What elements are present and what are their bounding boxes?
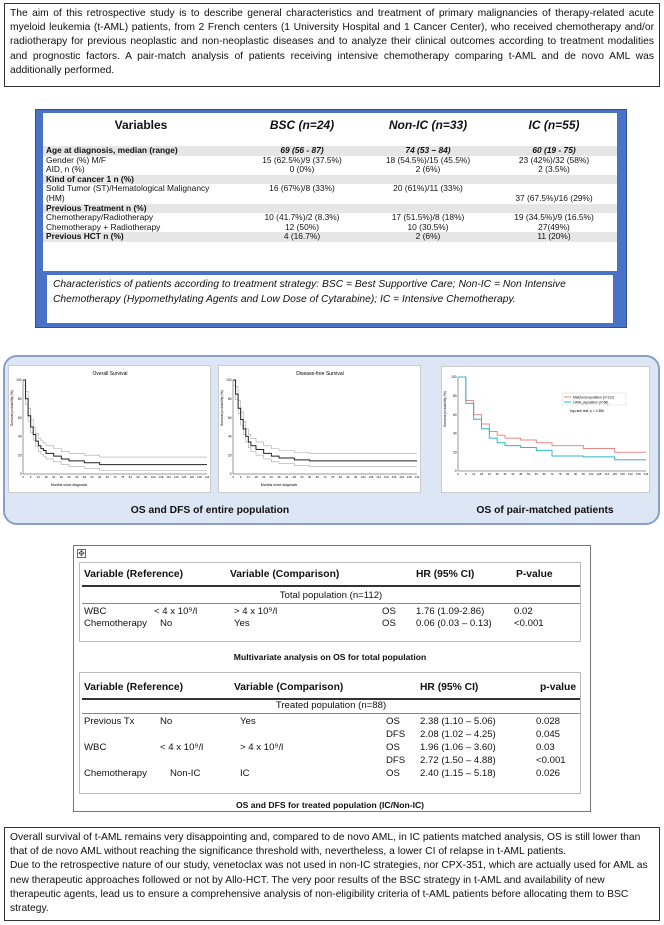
os-plot [8, 365, 211, 493]
x-tick-label: 114 [376, 475, 381, 479]
x-tick-label: 90 [573, 472, 578, 476]
survival-series-line [23, 380, 207, 465]
table-cell: 16 (67%)/8 (33%) [269, 183, 335, 194]
hr-value: 2.08 (1.02 – 4.25) [420, 729, 496, 740]
y-axis-label: Survival probability (%) [10, 390, 14, 426]
y-tick-label: 0 [229, 472, 232, 477]
y-axis-label: Survival probability (%) [443, 391, 447, 427]
hr-cmp: Yes [240, 716, 256, 727]
dfs-chart [219, 366, 422, 494]
x-tick-label: 126 [181, 475, 187, 479]
x-tick-label: 78 [558, 472, 562, 476]
y-tick-label: 20 [17, 453, 22, 458]
table-cell: Age at diagnosis, median (range) [43, 146, 239, 156]
table-cell: Previous Treatment n (%) [43, 204, 239, 214]
x-tick-label: 54 [300, 475, 304, 479]
x-tick-label: 108 [596, 472, 602, 476]
y-tick-label: 80 [17, 397, 22, 401]
hr-var: Chemotherapy [84, 618, 147, 629]
hr-header: HR (95% CI) [420, 682, 479, 693]
hr-value: 1.76 (1.09-2.86) [416, 606, 485, 617]
x-ticks [22, 475, 210, 479]
table-header: IC (n=55) [528, 118, 580, 132]
table-cell: 2 (3.5%) [538, 164, 570, 175]
x-tick-label: 6 [465, 472, 467, 476]
intro-box [4, 3, 660, 87]
x-tick-label: 42 [511, 472, 515, 476]
table-cell: 23 (42%)/32 (58%) [518, 154, 590, 165]
x-tick-label: 60 [534, 472, 538, 476]
hr-ref: < 4 x 10⁹/l [160, 742, 204, 753]
x-tick-label: 6 [239, 475, 242, 479]
x-tick-label: 138 [635, 472, 641, 476]
table-cell: 2 (6%) [415, 164, 441, 175]
survival-series-line [233, 380, 417, 461]
x-axis-label: Months since diagnosis [50, 483, 88, 487]
x-tick-label: 6 [29, 475, 32, 479]
x-tick-label: 102 [588, 472, 594, 476]
chart-title: Overall Survival [92, 371, 128, 377]
ci-lower-line [233, 386, 417, 467]
x-axis-label: Months since diagnosis [260, 483, 298, 487]
logrank-note: log-rank test: p = 0.386 [570, 409, 604, 413]
hr-cmp: > 4 x 10⁹/l [240, 742, 284, 753]
hr-var: Previous Tx [84, 716, 135, 727]
x-tick-label: 114 [166, 475, 171, 479]
x-tick-label: 54 [526, 472, 531, 476]
hr2-caption: OS and DFS for treated population (IC/Non-IC) [235, 800, 425, 810]
x-tick-label: 30 [59, 475, 63, 479]
x-tick-label: 78 [331, 475, 335, 479]
ci-upper-line [233, 380, 417, 453]
table-cell: Previous HCT n (%) [43, 232, 239, 242]
y-tick-label: 0 [19, 472, 22, 477]
x-tick-label: 132 [399, 475, 405, 479]
characteristics-table [43, 113, 617, 242]
y-tick-label: 40 [17, 434, 22, 439]
table-row [43, 156, 617, 166]
hr-cmp: > 4 x 10⁹/l [234, 606, 278, 617]
x-tick-label: 114 [604, 472, 610, 476]
table-cell: Solid Tumor (ST)/Hematological Malignancy [46, 183, 210, 194]
y-tick-label: 20 [452, 450, 457, 455]
p-value: 0.03 [536, 742, 555, 753]
caption-text: Characteristics of patients according to treatment strategy: BSC = Best Supportive Care; Non-IC = Non Intensive Chemotherapy (Hypomethylating Agents and Low Dose of Cytarabine); IC = Intensive Chemotherapy. [53, 279, 566, 306]
x-tick-label: 132 [627, 472, 633, 476]
hr-var: Chemotherapy [84, 768, 147, 779]
hr-header: HR (95% CI) [416, 569, 475, 580]
x-tick-label: 42 [75, 475, 79, 479]
y-tick-label: 60 [452, 412, 457, 417]
x-tick-label: 36 [503, 472, 507, 476]
hr-value: 2.72 (1.50 – 4.88) [420, 755, 496, 766]
table-cell: 11 (20%) [491, 232, 617, 242]
hr-endpoint: OS [386, 768, 400, 779]
hr-ref: No [160, 716, 173, 727]
legend-label: t-AML population (n=56) [573, 400, 609, 405]
table-row [43, 232, 617, 242]
p-value: <0.001 [514, 618, 544, 629]
table-cell: 74 (53 – 84) [365, 146, 491, 156]
x-tick-label: 18 [254, 475, 258, 479]
x-tick-label: 12 [246, 475, 250, 479]
hr-cmp: IC [240, 768, 250, 779]
hr-header: Variable (Comparison) [234, 682, 344, 693]
hr-ref: < 4 x 10⁹/l [154, 606, 198, 617]
x-tick-label: 144 [643, 472, 649, 476]
x-tick-label: 84 [128, 475, 132, 479]
table-cell: Chemotherapy + Radiotherapy [46, 221, 161, 232]
x-tick-label: 30 [269, 475, 273, 479]
hr-value: 1.96 (1.06 – 3.60) [420, 742, 496, 753]
survival-series-line [458, 377, 646, 452]
hr-value: 2.40 (1.15 – 5.18) [420, 768, 496, 779]
x-tick-label: 108 [158, 475, 164, 479]
x-tick-label: 72 [113, 475, 117, 479]
table-cell: 17 (51.5%)/8 (18%) [391, 212, 465, 223]
pair-match-chart [442, 367, 651, 494]
table-cell: 10 (30.5%) [407, 221, 449, 232]
x-tick-label: 96 [144, 475, 148, 479]
y-tick-label: 80 [452, 394, 457, 398]
x-tick-label: 90 [346, 475, 350, 479]
y-tick-label: 20 [227, 453, 232, 458]
x-ticks [232, 475, 420, 479]
x-tick-label: 96 [581, 472, 585, 476]
p-value: 0.028 [536, 716, 561, 727]
x-tick-label: 60 [308, 475, 312, 479]
conclusion-paragraph: Overall survival of t-AML remains very disappointing and, compared to de novo AML, in IC patients matched analysis, OS is still lower than that of de novo AML without reaching the significance threshold with, nevertheless, a lower CI of relapse in t-AML patients. [10, 832, 641, 858]
y-tick-label: 40 [452, 431, 457, 436]
ci-upper-line [23, 380, 207, 457]
conclusion-paragraph: Due to the retrospective nature of our study, venetoclax was not used in non-IC strategies, nor CPX-351, which are actually used for AML as new therapeutic approaches followed or not by Allo-HCT. The very poor results of the BSC strategy in t-AML and availability of new therapeutic agents, lead us to ensure a comprehensive analysis of non-eligibility criteria of t-AML patients before allocating them to BSC strategy. [10, 860, 648, 915]
table-cell: 69 (56 - 87) [239, 146, 365, 156]
table-cell: Gender (%) M/F [46, 154, 107, 165]
table-cell: 10 (41.7%)/2 (8.3%) [264, 212, 340, 223]
table-cell: 12 (50%) [285, 221, 319, 232]
table-cell: 2 (6%) [365, 232, 491, 242]
table-cell: 37 (67.5%)/16 (29%) [515, 192, 593, 203]
intro-text: The aim of this retrospective study is to describe general characteristics and treatment of primary malignancies of therapy-related acute myeloid leukemia (t-AML) patients, from 2 French centers (1 University Hospital and 1 Cancer Center), who received chemotherapy and/or radiotherapy for previous neoplastic and non-neoplastic diseases and to analyze their clinical outcomes according to treatment modalities and prognostic factors. A pair-match analysis of patients receiving intensive chemotherapy comparing t-AML and de novo AML was additionally performed. [10, 8, 654, 76]
x-tick-label: 12 [36, 475, 40, 479]
x-tick-label: 66 [542, 472, 546, 476]
table-header: Non-IC (n=33) [388, 118, 468, 132]
os-chart [9, 366, 212, 494]
table-cell: 60 (19 - 75) [491, 146, 617, 156]
hr-ref: No [160, 618, 173, 629]
y-tick-label: 100 [16, 378, 22, 383]
divider [82, 603, 580, 604]
hr-ref: Non-IC [170, 768, 201, 779]
x-tick-label: 78 [121, 475, 125, 479]
x-tick-label: 132 [189, 475, 195, 479]
x-tick-label: 42 [285, 475, 289, 479]
x-tick-label: 90 [136, 475, 140, 479]
hr-value: 2.38 (1.10 – 5.06) [420, 716, 496, 727]
p-value: 0.02 [514, 606, 533, 617]
hr-header: Variable (Comparison) [230, 569, 340, 580]
legend-label: Matched population (n=112) [573, 395, 614, 400]
hr-header: p-value [540, 682, 577, 693]
hr-header: Variable (Reference) [84, 682, 184, 693]
table-header: BSC (n=24) [269, 118, 335, 132]
x-tick-label: 66 [105, 475, 109, 479]
y-tick-label: 60 [227, 415, 232, 420]
x-tick-label: 30 [495, 472, 499, 476]
hr-endpoint: DFS [386, 729, 406, 740]
x-tick-label: 126 [391, 475, 397, 479]
y-tick-label: 0 [454, 469, 457, 474]
divider [82, 585, 580, 587]
x-tick-label: 24 [52, 475, 56, 479]
y-axis-label: Survival probability (%) [220, 390, 224, 426]
x-tick-label: 84 [566, 472, 570, 476]
hr-endpoint: OS [382, 618, 396, 629]
hr-endpoint: OS [382, 606, 396, 617]
table-cell: (HM) [46, 192, 65, 203]
x-tick-label: 0 [22, 475, 24, 479]
x-tick-label: 102 [360, 475, 366, 479]
table-cell: Kind of cancer 1 n (%) [43, 175, 239, 185]
label-pair-matched: OS of pair-matched patients [476, 505, 614, 516]
table-cell: 15 (62.5%)/9 (37.5%) [262, 154, 342, 165]
x-tick-label: 72 [550, 472, 554, 476]
y-tick-label: 60 [17, 415, 22, 420]
x-tick-label: 48 [519, 472, 523, 476]
x-tick-label: 120 [383, 475, 389, 479]
x-tick-label: 138 [196, 475, 202, 479]
x-tick-label: 120 [612, 472, 618, 476]
y-tick-label: 100 [451, 375, 457, 380]
hr-value: 0.06 (0.03 – 0.13) [416, 618, 492, 629]
x-tick-label: 48 [82, 475, 86, 479]
table-cell: 0 (0%) [289, 164, 315, 175]
x-tick-label: 144 [204, 475, 210, 479]
y-tick-label: 80 [227, 397, 232, 401]
x-tick-label: 66 [315, 475, 319, 479]
section-title: Treated population (n=88) [275, 700, 387, 711]
pair-match-plot [441, 366, 650, 493]
p-value: 0.045 [536, 729, 561, 740]
hr-header: Variable (Reference) [84, 569, 184, 580]
x-tick-label: 120 [173, 475, 179, 479]
ci-lower-line [23, 386, 207, 471]
x-tick-label: 18 [44, 475, 48, 479]
x-tick-label: 24 [487, 472, 491, 476]
p-value: 0.026 [536, 768, 561, 779]
hr-var: WBC [84, 606, 107, 617]
x-tick-label: 126 [620, 472, 625, 476]
x-tick-label: 108 [368, 475, 374, 479]
hr-endpoint: DFS [386, 755, 406, 766]
section-title: Total population (n=112) [279, 590, 383, 601]
table-cell: 4 (16.7%) [239, 232, 365, 242]
x-tick-label: 84 [338, 475, 342, 479]
chart-title: Disease-free Survival [296, 371, 344, 377]
conclusion-box [4, 827, 660, 921]
x-tick-label: 0 [457, 472, 459, 476]
hr-cmp: Yes [234, 618, 250, 629]
table-row [43, 223, 617, 233]
divider [82, 713, 580, 714]
x-tick-label: 36 [277, 475, 281, 479]
p-value: <0.001 [536, 755, 566, 766]
label-entire-population: OS and DFS of entire population [130, 505, 290, 516]
characteristics-caption [47, 275, 613, 323]
table-header: Variables [114, 118, 168, 132]
dfs-plot [218, 365, 421, 493]
x-tick-label: 18 [479, 472, 484, 476]
hr-var: WBC [84, 742, 107, 753]
x-tick-label: 60 [98, 475, 102, 479]
move-handle-icon[interactable]: ✥ [78, 549, 85, 558]
hr-header: P-value [516, 569, 553, 580]
y-tick-label: 40 [227, 434, 232, 439]
table-cell: AID, n (%) [46, 164, 85, 175]
x-tick-label: 12 [472, 472, 476, 476]
x-tick-label: 102 [150, 475, 156, 479]
x-tick-label: 36 [67, 475, 71, 479]
x-tick-label: 72 [323, 475, 327, 479]
hr-table-treated [79, 672, 581, 794]
table-cell: Chemotherapy/Radiotherapy [46, 212, 154, 223]
characteristics-table-area [43, 113, 617, 271]
hr-table-total [79, 562, 581, 642]
x-ticks [457, 472, 649, 476]
x-tick-label: 48 [292, 475, 296, 479]
table-cell: 19 (34.5%)/9 (16.5%) [514, 212, 594, 223]
hr-endpoint: OS [386, 742, 400, 753]
table-cell: 27(49%) [538, 221, 570, 232]
x-tick-label: 24 [262, 475, 266, 479]
x-tick-label: 138 [406, 475, 412, 479]
x-tick-label: 54 [90, 475, 94, 479]
y-tick-label: 100 [226, 378, 232, 383]
x-tick-label: 0 [232, 475, 234, 479]
survival-series-line [458, 377, 646, 460]
hr-endpoint: OS [386, 716, 400, 727]
table-cell: 20 (61%)/11 (33%) [393, 183, 463, 194]
table-cell: 18 (54.5%)/15 (45.5%) [385, 154, 471, 165]
x-tick-label: 144 [414, 475, 420, 479]
hr1-caption: Multivariate analysis on OS for total population [233, 652, 427, 662]
x-tick-label: 96 [354, 475, 358, 479]
